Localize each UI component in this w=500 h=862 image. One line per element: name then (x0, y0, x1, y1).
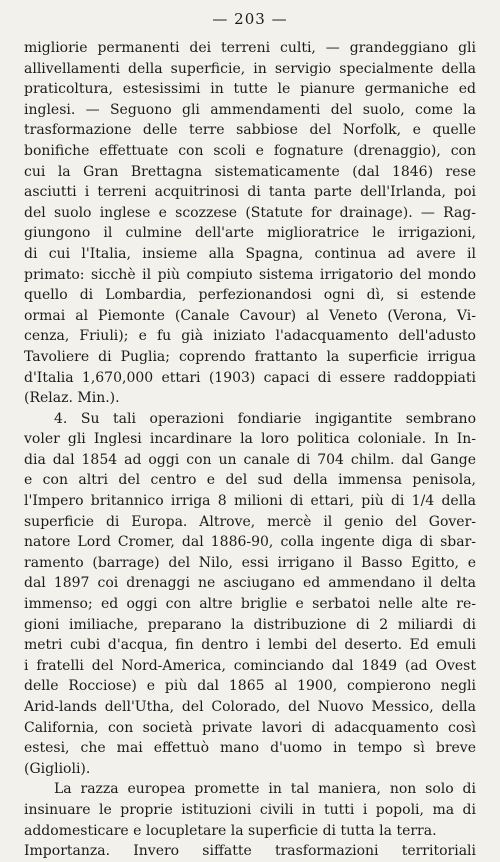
text-line: migliorie permanenti dei terreni culti, — grandeggiano gli (24, 40, 476, 56)
text-line: La razza europea promette in tal maniera, non solo di (54, 781, 476, 798)
text-line: metri cubi d'acqua, fin dentro i lembi del deserto. Ed emuli (24, 637, 476, 654)
text-line: Arid-lands dell'Utha, del Colorado, del Nuovo Messico, della (24, 699, 476, 715)
text-line: i fratelli del Nord-America, cominciando dal 1849 (ad Ovest (24, 657, 476, 674)
text-line: d'Italia 1,670,000 ettari (1903) capaci di essere raddoppiati (24, 369, 476, 386)
text-line: dal 1897 coi drenaggi ne asciugano ed ammendano il delta (24, 575, 476, 592)
text-line: voler gli Inglesi incardinare la loro politica coloniale. In In- (24, 431, 476, 448)
text-line: (Giglioli). (24, 760, 91, 777)
text-line: insinuare le proprie istituzioni civili in tutti i popoli, ma di (24, 801, 476, 818)
text-line: asciutti i terreni acquitrinosi di tanta parte dell'Irlanda, poi (24, 184, 476, 201)
text-line: estesi, che mai effettuò mano d'uomo in tempo sì breve (24, 740, 476, 757)
page-number: — 203 — (212, 10, 288, 28)
text-line: California, con società private lavori di adacquamento così (24, 719, 476, 736)
text-line: ramento (barrage) del Nilo, essi irrigano il Basso Egitto, e (24, 554, 476, 571)
text-line: Importanza. Invero siffatte trasformazioni territoriali (24, 843, 476, 860)
text-line: immenso; ed oggi con altre briglie e serbatoi nelle alte re- (24, 596, 476, 613)
text-line: cui la Gran Brettagna sistematicamente (dal 1846) rese (24, 163, 476, 180)
text-line: (Relaz. Min.). (24, 390, 120, 407)
text-line: bonifiche effettuate con scoli e fognature (drenaggio), con (24, 142, 476, 159)
text-line: natore Lord Cromer, dal 1886-90, colla ingente diga di sbar- (24, 534, 476, 551)
text-line: inglesi. — Seguono gli ammendamenti del suolo, come la (24, 101, 476, 118)
text-line: giungono il culmine dell'arte miglioratrice le irrigazioni, (24, 225, 476, 242)
text-line: dia dal 1854 ad oggi con un canale di 704 chilm. dal Gange (24, 451, 476, 468)
body-text (24, 38, 476, 862)
text-line: allivellamenti della superficie, in servigio specialmente della (24, 60, 476, 77)
text-line: delle Rocciose) e più dal 1865 al 1900, compierono negli (24, 678, 476, 695)
text-line: gioni imiliache, preparano la distribuzione di 2 miliardi di (24, 616, 476, 633)
text-line: addomesticare e locupletare la superficie di tutta la terra. (24, 822, 437, 839)
text-line: di cui l'Italia, insieme alla Spagna, continua ad avere il (24, 245, 476, 262)
text-line: 4. Su tali operazioni fondiarie ingigantite sembrano (54, 410, 476, 427)
text-line: quello di Lombardia, perfezionandosi ogni dì, si estende (24, 287, 476, 304)
text-line: ormai al Piemonte (Canale Cavour) al Veneto (Verona, Vi- (24, 307, 476, 324)
text-line: l'Impero britannico irriga 8 milioni di ettari, più di 1/4 della (24, 493, 476, 510)
text-line: e con altri del centro e del sud della immensa penisola, (24, 472, 476, 489)
text-line: primato: sicchè il più compiuto sistema irrigatorio del mondo (24, 266, 476, 283)
text-line: Tavoliere di Puglia; coprendo frattanto la superficie irrigua (24, 348, 476, 365)
text-line: praticoltura, estesissimi in tutte le pianure germaniche ed (24, 81, 476, 98)
text-line: cenza, Friuli); e fu già iniziato l'adacquamento dell'adusto (24, 328, 476, 345)
text-line: trasformazione delle terre sabbiose del Norfolk, e quelle (24, 122, 476, 139)
text-line: del suolo inglese e scozzese (Statute for drainage). — Rag- (24, 204, 476, 221)
text-line: superficie di Europa. Altrove, mercè il genio del Gover- (24, 513, 476, 530)
